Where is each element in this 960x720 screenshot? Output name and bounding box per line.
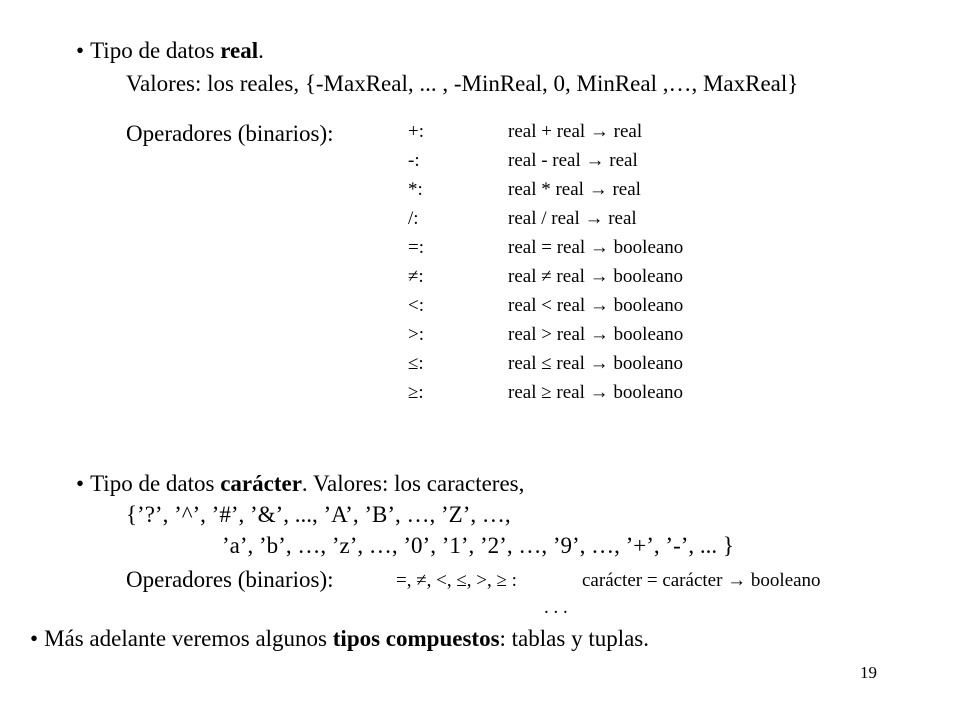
real-operators-table bbox=[390, 120, 810, 410]
char-operators-label: Operadores (binarios): bbox=[126, 567, 334, 592]
heading-type-name: real bbox=[220, 38, 259, 63]
operator-row bbox=[390, 236, 810, 265]
heading-suffix: . Valores: los caracteres, bbox=[301, 471, 525, 496]
bullet-icon: • bbox=[76, 471, 85, 496]
compound-types-line bbox=[30, 625, 649, 653]
bullet-icon: • bbox=[76, 38, 85, 63]
compound-bold-term: tipos compuestos bbox=[332, 626, 500, 651]
operator-signature: real + real → real bbox=[508, 121, 643, 142]
operator-signature: real / real → real bbox=[508, 208, 637, 229]
operator-signature: real ≤ real → booleano bbox=[508, 353, 684, 374]
operator-signature: real - real → real bbox=[508, 150, 638, 171]
operator-row bbox=[390, 381, 810, 410]
real-values-line: Valores: los reales, {-MaxReal, ... , -MinReal, 0, MinReal ,…, MaxReal} bbox=[126, 71, 799, 96]
char-operators-ellipsis: . . . bbox=[544, 597, 568, 618]
operator-signature: real = real → booleano bbox=[508, 237, 684, 258]
operator-row bbox=[390, 294, 810, 323]
operator-signature: real ≥ real → booleano bbox=[508, 382, 684, 403]
operator-symbol: /: bbox=[408, 208, 419, 229]
operator-row bbox=[390, 323, 810, 352]
char-values-line-2: ’a’, ’b’, …, ’z’, …, ’0’, ’1’, ’2’, …, ’9’, …, ’+’, ’-’, ... } bbox=[222, 533, 734, 558]
operator-symbol: ≤: bbox=[408, 353, 424, 374]
operator-symbol: <: bbox=[408, 295, 424, 316]
heading-prefix: Tipo de datos bbox=[90, 38, 221, 63]
operator-symbol: +: bbox=[408, 121, 424, 142]
char-operators-symbols: =, ≠, <, ≤, >, ≥ : bbox=[396, 570, 517, 591]
real-type-heading bbox=[76, 37, 264, 65]
operator-symbol: *: bbox=[408, 179, 423, 200]
heading-type-name: carácter bbox=[220, 471, 302, 496]
bullet-icon: • bbox=[30, 626, 39, 651]
heading-suffix: . bbox=[258, 38, 264, 63]
operator-signature: real ≠ real → booleano bbox=[508, 266, 684, 287]
operator-symbol: -: bbox=[408, 150, 420, 171]
char-type-heading bbox=[76, 470, 524, 498]
operator-signature: real > real → booleano bbox=[508, 324, 684, 345]
operator-symbol: >: bbox=[408, 324, 424, 345]
page-number: 19 bbox=[860, 663, 877, 682]
heading-prefix: Tipo de datos bbox=[90, 471, 221, 496]
real-operators-label: Operadores (binarios): bbox=[126, 121, 334, 146]
operator-symbol: ≠: bbox=[408, 266, 424, 287]
operator-symbol: ≥: bbox=[408, 382, 424, 403]
compound-prefix: Más adelante veremos algunos bbox=[44, 626, 333, 651]
operator-row bbox=[390, 207, 810, 236]
operator-row bbox=[390, 149, 810, 178]
operator-row bbox=[390, 265, 810, 294]
operator-signature: real < real → booleano bbox=[508, 295, 684, 316]
operator-row bbox=[390, 120, 810, 149]
operator-symbol: =: bbox=[408, 237, 424, 258]
char-operators-signature: carácter = carácter → booleano bbox=[582, 570, 821, 591]
operator-row bbox=[390, 352, 810, 381]
operator-row bbox=[390, 178, 810, 207]
operator-signature: real * real → real bbox=[508, 179, 641, 200]
char-values-line-1: {’?’, ’^’, ’#’, ’&’, ..., ’A’, ’B’, …, ’Z’, …, bbox=[126, 502, 511, 527]
compound-suffix: : tablas y tuplas. bbox=[499, 626, 650, 651]
